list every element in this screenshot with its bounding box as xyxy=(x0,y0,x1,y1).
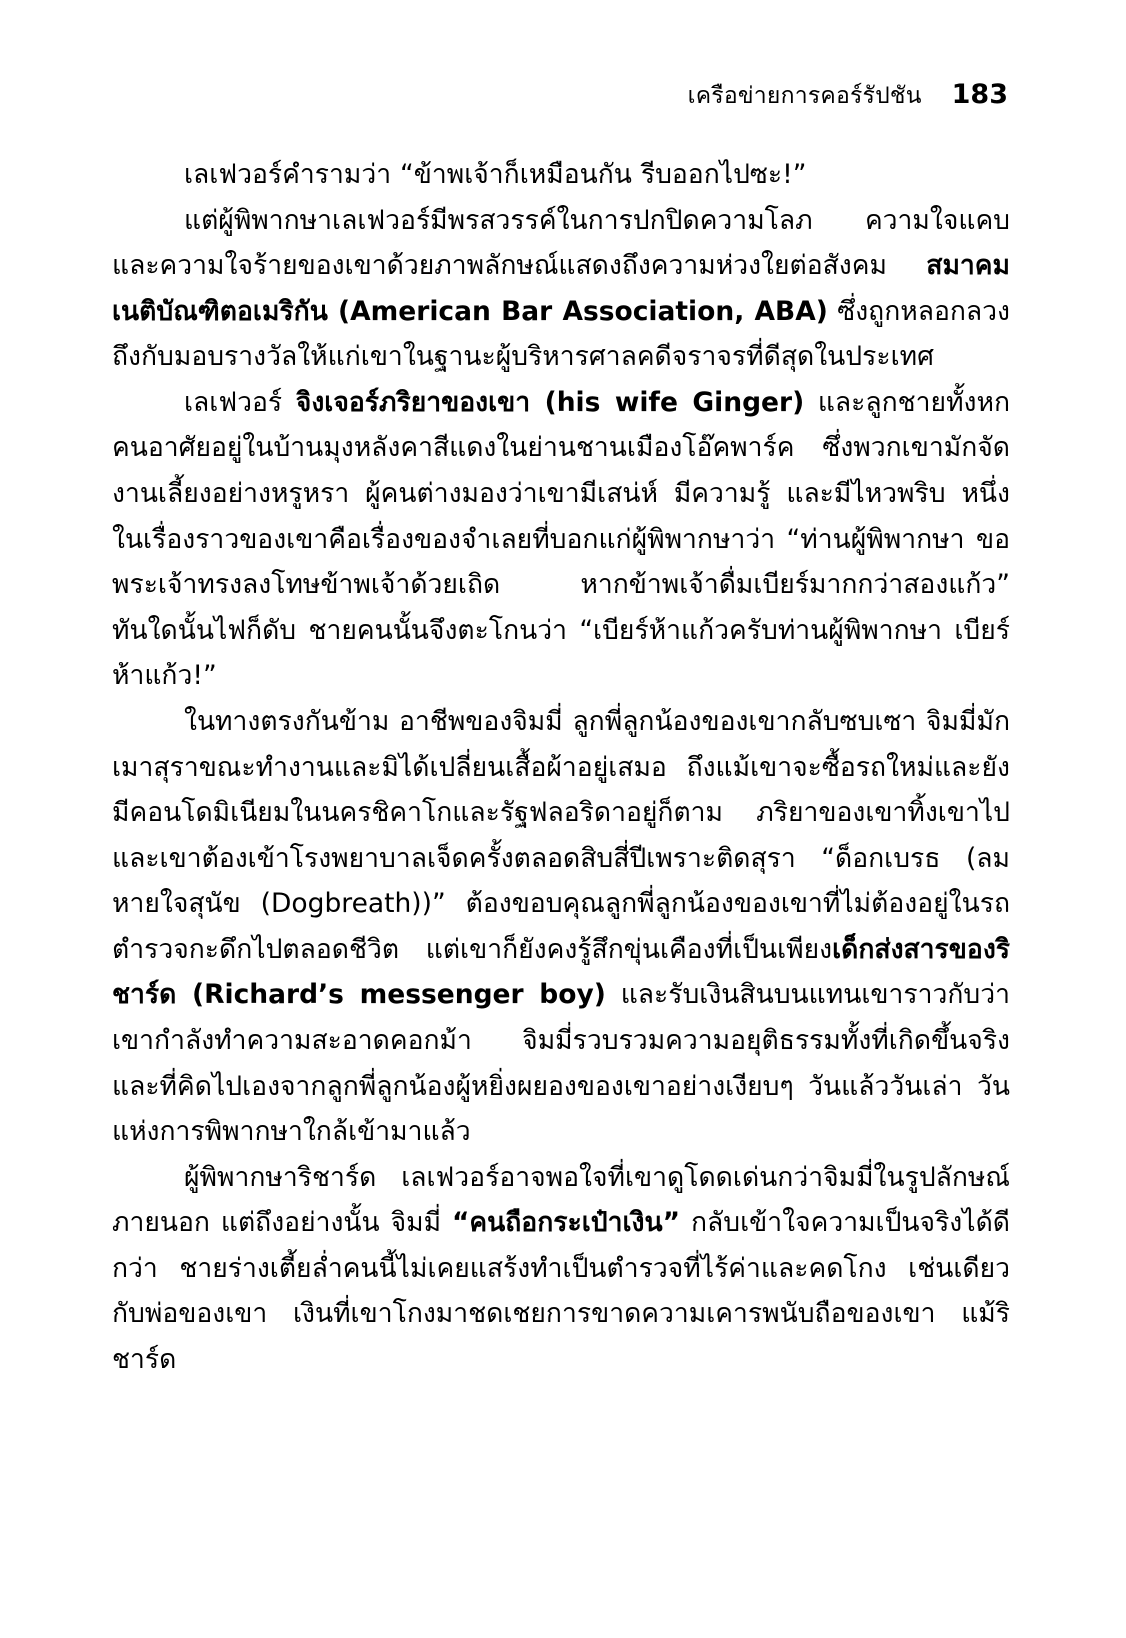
page-header xyxy=(688,78,1008,114)
text-run: เลเฟวอร์ xyxy=(184,386,296,418)
body-text xyxy=(112,152,1010,1383)
paragraph xyxy=(112,198,1010,380)
emphasized-text: จิงเจอร์ภริยาของเขา (his wife Ginger) xyxy=(295,386,805,418)
paragraph xyxy=(112,1155,1010,1383)
emphasized-text: “คนถือกระเป๋าเงิน” xyxy=(452,1207,681,1239)
text-run: ผู้พิพากษาริชาร์ด เลเฟวอร์อาจพอใจที่เขาดูโดดเด่นกว่าจิมมี่ในรูปลักษณ์ภายนอก แต่ถึงอย่างนั้น จิมมี่ xyxy=(112,1161,1010,1239)
running-title: เครือข่ายการคอร์รัปชัน xyxy=(687,83,922,109)
paragraph xyxy=(112,152,1010,198)
emphasized-text: เด็กส่งสารของริชาร์ด (Richard’s messenger boy) xyxy=(112,933,1010,1011)
page-number: 183 xyxy=(951,79,1008,110)
text-run: ในทางตรงกันข้าม อาชีพของจิมมี่ ลูกพี่ลูกน้องของเขากลับซบเซา จิมมี่มักเมาสุราขณะทำงานและมิได้เปลี่ยนเสื้อผ้าอยู่เสมอ ถึงแม้เขาจะซื้อรถใหม่และยังมีคอนโดมิเนียมในนครชิคาโกและรัฐฟลอริดาอยู่ก็ตาม ภริยาของเขาทิ้งเขาไป และเขาต้องเข้าโรงพยาบาลเจ็ดครั้งตลอดสิบสี่ปีเพราะติดสุรา “ด็อกเบรธ (ลมหายใจสุนัข (Dogbreath))” ต้องขอบคุณลูกพี่ลูกน้องของเขาที่ไม่ต้องอยู่ในรถตำรวจกะดึกไปตลอดชีวิต แต่เขาก็ยังคงรู้สึกขุ่นเคืองที่เป็นเพียง xyxy=(112,705,1010,965)
text-run: และรับเงินสินบนแทนเขาราวกับว่าเขากำลังทำความสะอาดคอกม้า จิมมี่รวบรวมความอยุติธรรมทั้งที่เกิดขึ้นจริงและที่คิดไปเองจากลูกพี่ลูกน้องผู้หยิ่งผยองของเขาอย่างเงียบๆ วันแล้ววันเล่า วันแห่งการพิพากษาใกล้เข้ามาแล้ว xyxy=(112,979,1010,1148)
text-run: ซึ่งถูกหลอกลวงถึงกับมอบรางวัลให้แก่เขาในฐานะผู้บริหารศาลคดีจราจรที่ดีสุดในประเทศ xyxy=(112,295,1010,373)
paragraph xyxy=(112,699,1010,1155)
text-run: และลูกชายทั้งหกคนอาศัยอยู่ในบ้านมุงหลังคาสีแดงในย่านชานเมืองโอ๊คพาร์ค ซึ่งพวกเขามักจัดงานเลี้ยงอย่างหรูหรา ผู้คนต่างมองว่าเขามีเสน่ห์ มีความรู้ และมีไหวพริบ หนึ่งในเรื่องราวของเขาคือเรื่องของจำเลยที่บอกแก่ผู้พิพากษาว่า “ท่านผู้พิพากษา ขอพระเจ้าทรงลงโทษข้าพเจ้าด้วยเถิด หากข้าพเจ้าดื่มเบียร์มากกว่าสองแก้ว” ทันใดนั้นไฟก็ดับ ชายคนนั้นจึงตะโกนว่า “เบียร์ห้าแก้วครับท่านผู้พิพากษา เบียร์ห้าแก้ว!” xyxy=(112,386,1010,692)
text-run: เลเฟวอร์คำรามว่า “ข้าพเจ้าก็เหมือนกัน รีบออกไปซะ!” xyxy=(184,159,807,190)
text-run: แต่ผู้พิพากษาเลเฟวอร์มีพรสวรรค์ในการปกปิดความโลภ ความใจแคบ และความใจร้ายของเขาด้วยภาพลักษณ์แสดงถึงความห่วงใยต่อสังคม xyxy=(112,204,1010,282)
text-run: กลับเข้าใจความเป็นจริงได้ดีกว่า ชายร่างเตี้ยล่ำคนนี้ไม่เคยแสร้งทำเป็นตำรวจที่ไร้ค่าและคดโกง เช่นเดียวกับพ่อของเขา เงินที่เขาโกงมาชดเชยการขาดความเคารพนับถือของเขา แม้ริชาร์ด xyxy=(112,1207,1010,1376)
emphasized-text: สมาคมเนติบัณฑิตอเมริกัน (American Bar Association, ABA) xyxy=(112,250,1010,327)
paragraph xyxy=(112,380,1010,699)
